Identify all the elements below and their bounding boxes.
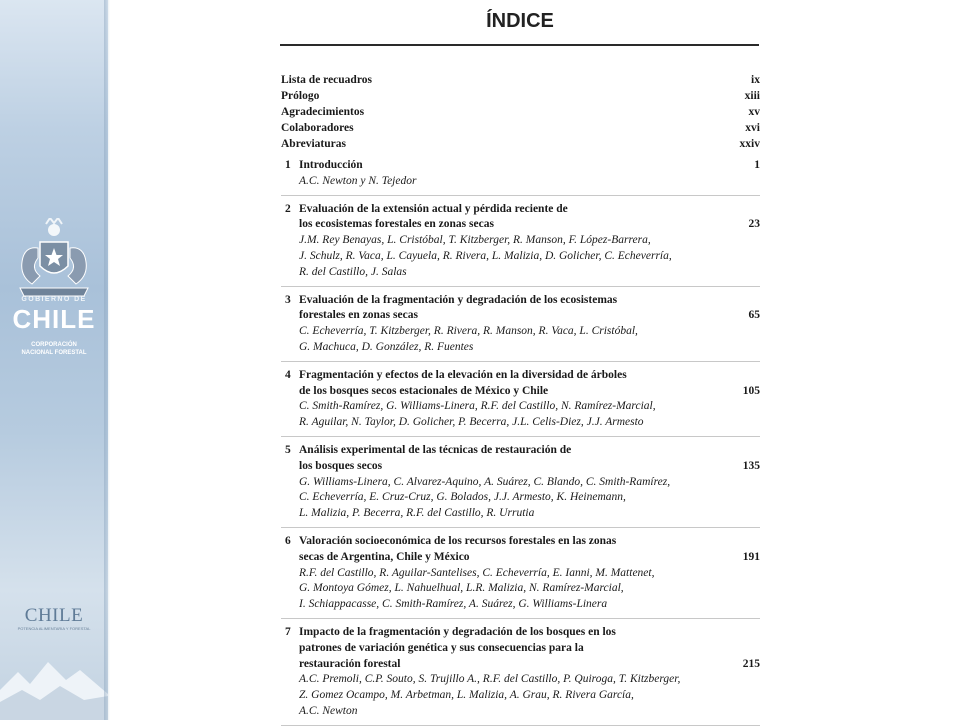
sidebar-edge	[104, 0, 110, 720]
chapter-title-line: Fragmentación y efectos de la elevación en la diversidad de árboles	[299, 368, 627, 381]
chapter-title-line: los bosques secos	[299, 459, 383, 472]
front-matter-label: Abreviaturas	[281, 138, 346, 150]
chapter-body	[299, 202, 720, 281]
chapter-page-number: 191	[742, 550, 760, 563]
front-matter-label: Agradecimientos	[281, 106, 365, 118]
page-title: ÍNDICE	[486, 10, 554, 32]
front-matter-page: xv	[748, 106, 760, 118]
chapter-title-line: Introducción	[299, 159, 363, 171]
chapter-number: 4	[285, 368, 291, 381]
chapter-page-number: 135	[742, 459, 760, 472]
chapter-body	[299, 625, 720, 720]
chile-brand-text: CHILE	[24, 605, 84, 626]
chapter-authors-line: I. Schiappacasse, C. Smith-Ramírez, A. Suárez, G. Williams-Linera	[299, 598, 608, 611]
chapter-entry	[281, 291, 760, 362]
conaf-line-1: CORPORACIÓN	[31, 342, 77, 348]
chapter-entry	[281, 156, 760, 196]
chapter-body	[299, 534, 720, 613]
chapter-entry	[281, 441, 760, 528]
chapter-entry	[281, 366, 760, 437]
chapter-number: 3	[285, 293, 291, 306]
chapter-body	[299, 293, 720, 356]
conaf-label	[0, 341, 108, 357]
chapter-number: 7	[285, 625, 291, 638]
gobierno-de-label: GOBIERNO DE	[21, 296, 87, 303]
chapter-number: 2	[285, 202, 291, 215]
front-matter-item	[281, 104, 760, 120]
chapter-title-line: Valoración socioeconómica de los recursos forestales en las zonas	[299, 534, 617, 547]
chapter-page-number: 215	[742, 657, 760, 670]
chile-brand-logo	[0, 606, 108, 632]
chapter-authors-line: R. del Castillo, J. Salas	[299, 265, 407, 278]
chapter-entry	[281, 200, 760, 287]
chapter-title-line: Evaluación de la fragmentación y degradación de los ecosistemas	[299, 293, 618, 306]
chapter-authors-line: R. Aguilar, N. Taylor, D. Golicher, P. Becerra, J.L. Celis-Diez, J.J. Armesto	[299, 416, 644, 429]
chapter-authors-line: A.C. Premoli, C.P. Souto, S. Trujillo A., R.F. del Castillo, P. Quiroga, T. Kitzberger,	[299, 673, 681, 686]
chapter-authors-line: A.C. Newton	[299, 704, 358, 717]
chapter-entry	[281, 532, 760, 619]
chapter-number: 5	[285, 443, 291, 456]
chapter-title-line: Evaluación de la extensión actual y pérdida reciente de	[299, 202, 568, 215]
chapter-body	[299, 368, 720, 431]
chapter-authors-line: G. Williams-Linera, C. Alvarez-Aquino, A. Suárez, C. Blando, C. Smith-Ramírez,	[299, 475, 671, 488]
chapter-authors-line: C. Echeverría, T. Kitzberger, R. Rivera, R. Manson, R. Vaca, L. Cristóbal,	[299, 325, 638, 338]
chapter-title-line: restauración forestal	[299, 657, 401, 670]
chapter-page-number: 23	[748, 218, 760, 231]
front-matter-item	[281, 88, 760, 104]
front-matter-list	[281, 72, 760, 152]
chapter-page-number: 65	[748, 309, 760, 322]
front-matter-label: Prólogo	[281, 90, 320, 102]
chapter-list	[281, 156, 760, 726]
front-matter-item	[281, 72, 760, 88]
front-matter-label: Colaboradores	[281, 122, 354, 134]
sidebar-panel	[0, 0, 108, 720]
chapter-page-number: 105	[742, 384, 760, 397]
chapter-authors-line: G. Montoya Gómez, L. Nahuelhual, L.R. Malizia, N. Ramírez-Marcial,	[299, 582, 624, 595]
coat-of-arms-icon	[10, 218, 98, 300]
front-matter-item	[281, 136, 760, 152]
chapter-authors-line: C. Smith-Ramírez, G. Williams-Linera, R.F. del Castillo, N. Ramírez-Marcial,	[299, 400, 656, 413]
chapter-title-line: patrones de variación genética y sus consecuencias para la	[299, 641, 584, 654]
chapter-authors-line: R.F. del Castillo, R. Aguilar-Santelises, C. Echeverría, E. Ianni, M. Mattenet,	[299, 566, 655, 579]
chapter-body	[299, 443, 720, 522]
mountain-landscape-icon	[0, 650, 108, 720]
chapter-authors-line: A.C. Newton y N. Tejedor	[299, 174, 417, 187]
chapter-title-line: de los bosques secos estacionales de México y Chile	[299, 384, 549, 397]
front-matter-page: xiii	[744, 90, 760, 102]
chapter-title-line: los ecosistemas forestales en zonas secas	[299, 218, 494, 231]
conaf-line-2: NACIONAL FORESTAL	[21, 350, 87, 356]
chapter-number: 1	[285, 159, 291, 171]
chapter-title-line: Análisis experimental de las técnicas de restauración de	[299, 443, 572, 456]
chapter-authors-line: J.M. Rey Benayas, L. Cristóbal, T. Kitzberger, R. Manson, F. López-Barrera,	[299, 234, 651, 247]
chile-brand-tagline: POTENCIA ALIMENTARIA Y FORESTAL	[17, 626, 91, 631]
chapter-body	[299, 158, 720, 190]
chapter-title-line: Impacto de la fragmentación y degradación de los bosques en los	[299, 625, 616, 638]
chapter-page-number: 1	[754, 159, 760, 171]
chapter-authors-line: L. Malizia, P. Becerra, R.F. del Castillo, R. Urrutia	[299, 507, 535, 520]
front-matter-page: xvi	[745, 122, 760, 134]
front-matter-page: xxiv	[739, 138, 760, 150]
chapter-authors-line: C. Echeverría, E. Cruz-Cruz, G. Bolados, J.J. Armesto, K. Heinemann,	[299, 491, 626, 504]
chapter-title-line: forestales en zonas secas	[299, 309, 418, 322]
chapter-authors-line: G. Machuca, D. González, R. Fuentes	[299, 340, 474, 353]
chapter-title-line: secas de Argentina, Chile y México	[299, 550, 470, 563]
chapter-authors-line: Z. Gomez Ocampo, M. Arbetman, L. Malizia, A. Grau, R. Rivera García,	[299, 689, 634, 702]
title-divider	[280, 44, 759, 46]
front-matter-item	[281, 120, 760, 136]
front-matter-label: Lista de recuadros	[281, 74, 372, 86]
chapter-number: 6	[285, 534, 291, 547]
chile-logo-text: CHILE	[12, 304, 96, 334]
chapter-authors-line: J. Schulz, R. Vaca, L. Cayuela, R. Rivera, L. Malizia, D. Golicher, C. Echeverría,	[299, 249, 672, 262]
chapter-entry	[281, 623, 760, 726]
front-matter-page: ix	[751, 74, 760, 86]
